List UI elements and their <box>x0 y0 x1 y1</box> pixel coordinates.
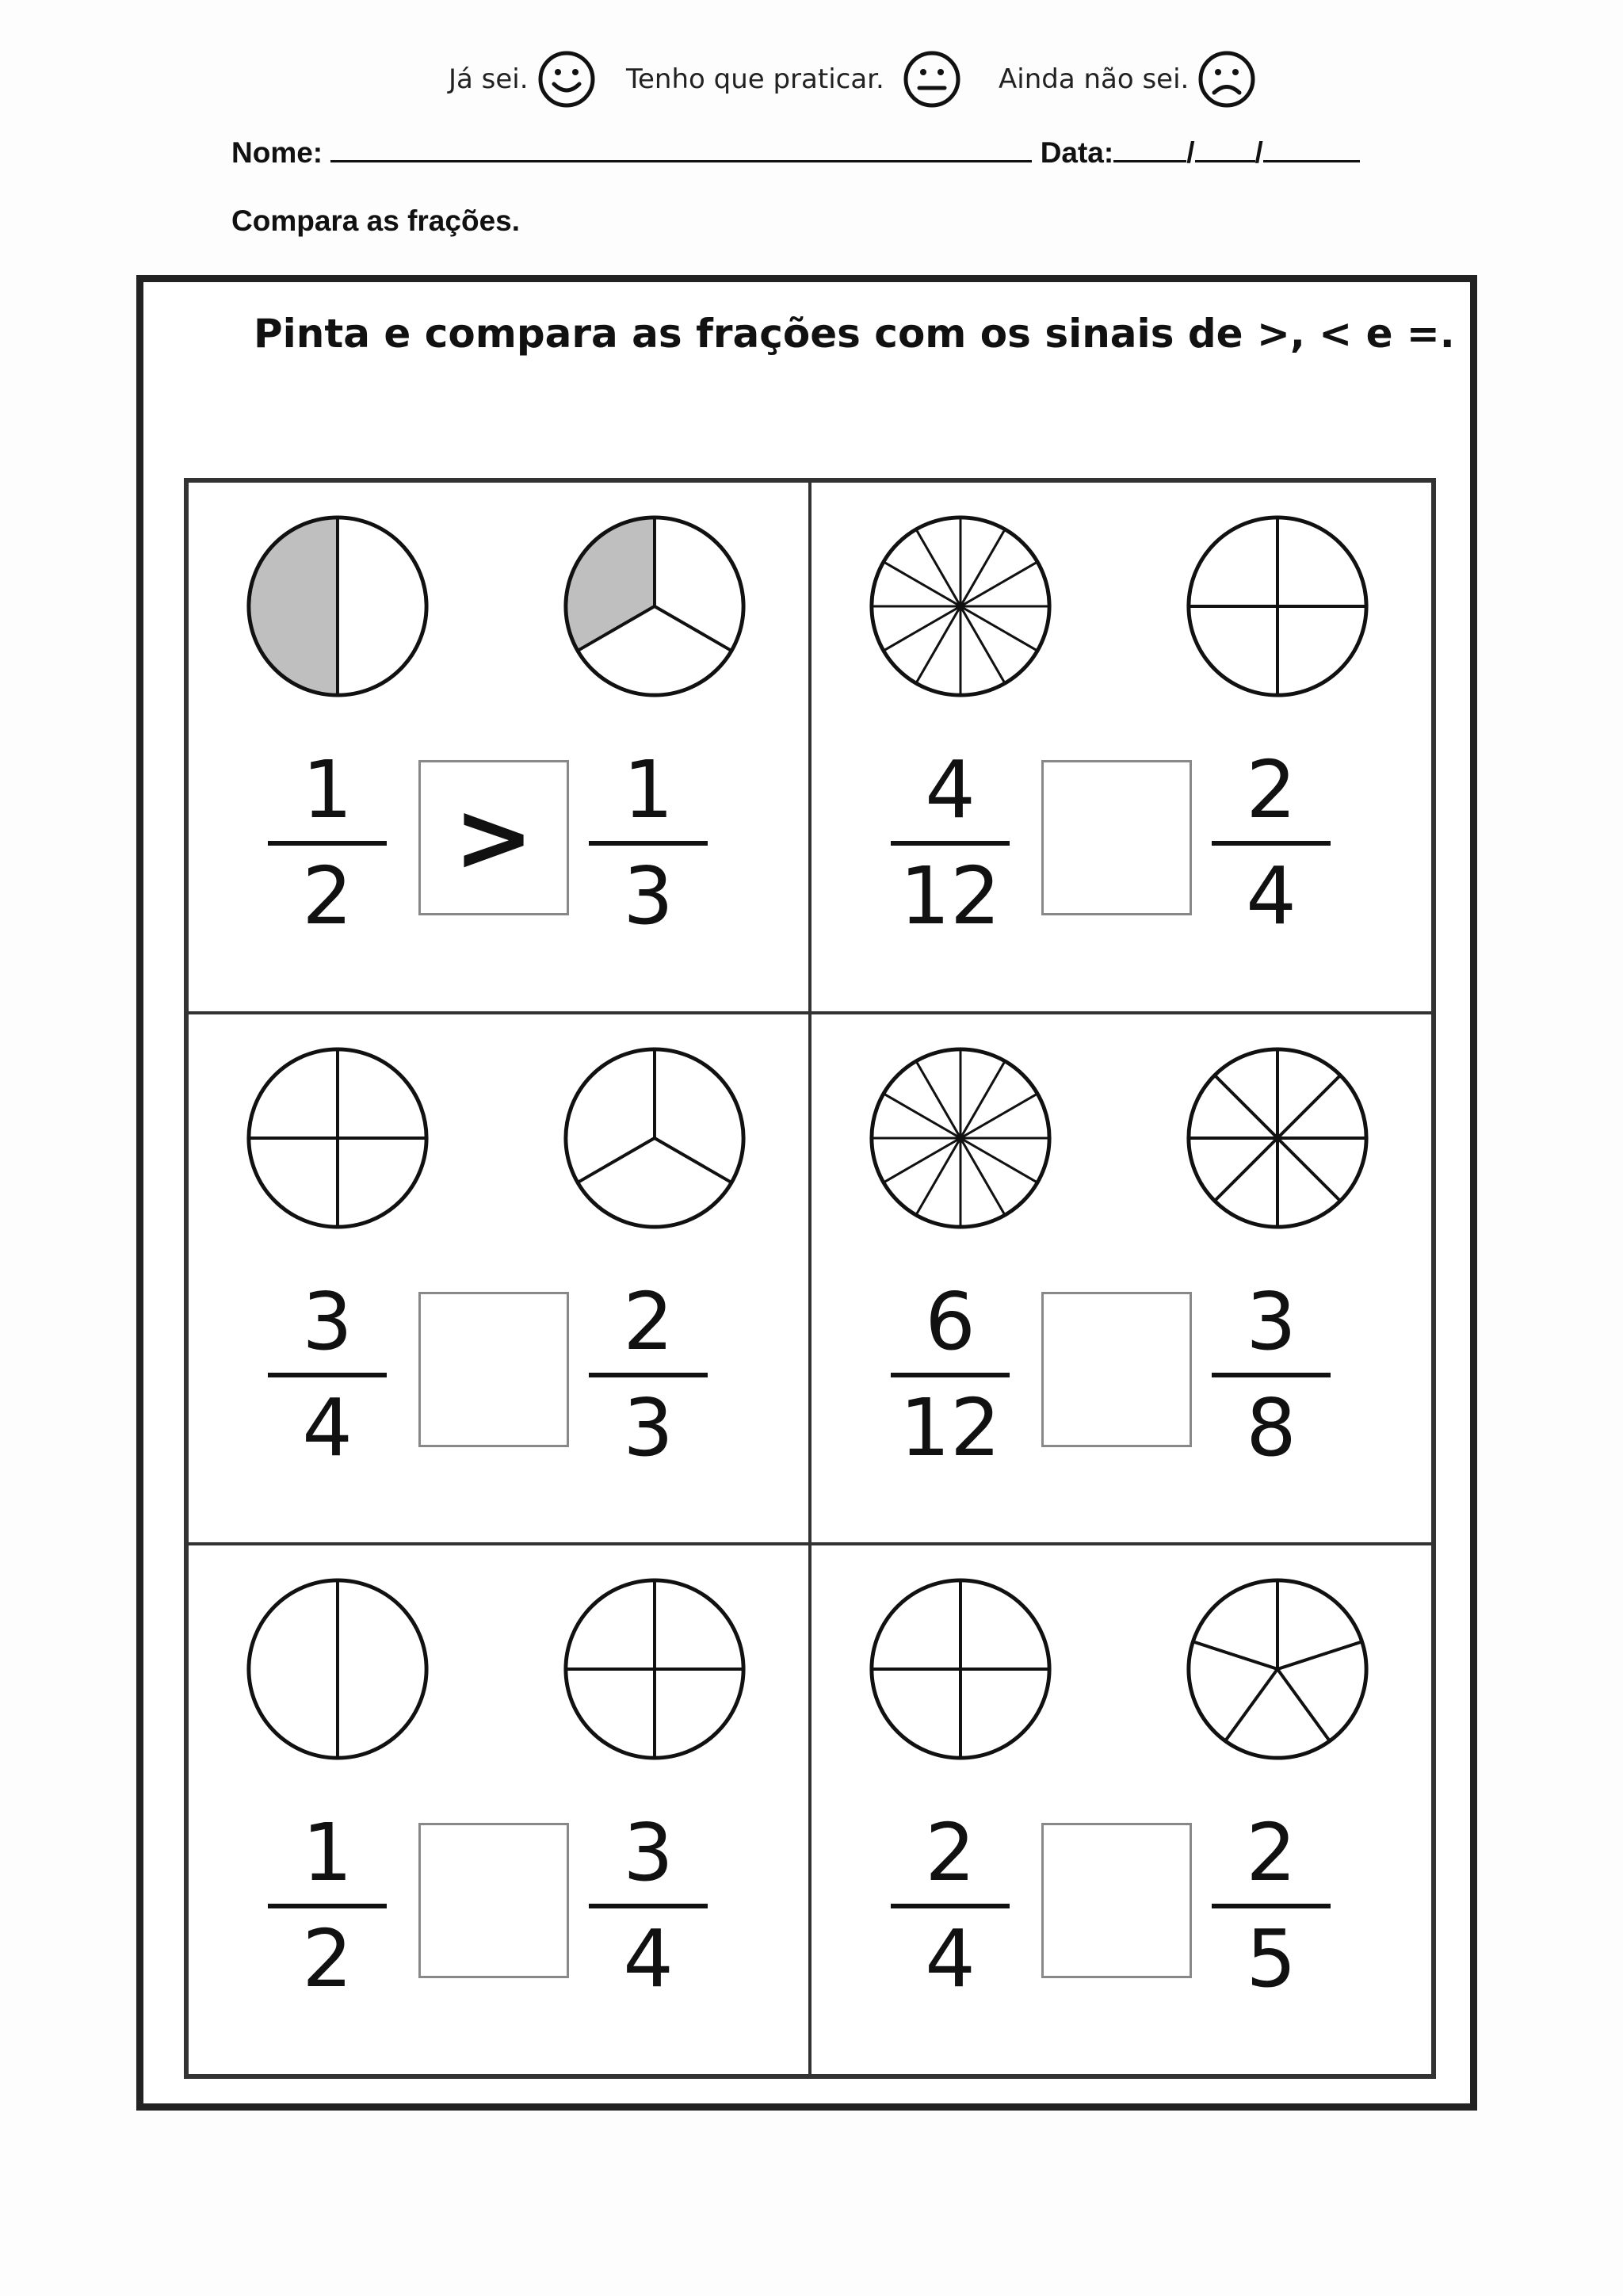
right-fraction <box>1212 1806 1331 2006</box>
left-fraction <box>891 1806 1010 2006</box>
right-fraction-circle[interactable] <box>1184 1576 1371 1763</box>
numerator: 1 <box>623 743 674 836</box>
name-field[interactable] <box>330 133 1032 162</box>
fraction-bar <box>589 1904 708 1908</box>
date-label: Data: <box>1040 136 1114 169</box>
exercise-cell <box>810 1013 1433 1545</box>
date-year-field[interactable] <box>1263 133 1360 162</box>
self-eval-label: Já sei. <box>449 63 529 95</box>
left-fraction <box>268 743 387 942</box>
denominator: 4 <box>623 1912 674 2006</box>
fraction-bar <box>1212 1373 1331 1377</box>
exercise-cell <box>810 481 1433 1013</box>
self-eval-label: Tenho que praticar. <box>626 63 884 95</box>
exercise-grid <box>184 478 1436 2079</box>
left-fraction-circle[interactable] <box>244 1576 431 1763</box>
left-fraction-circle[interactable] <box>244 513 431 700</box>
date-month-field[interactable] <box>1195 133 1255 162</box>
date-separator: / <box>1254 136 1263 169</box>
self-eval-dont-know <box>999 49 1257 109</box>
right-fraction <box>1212 1274 1331 1474</box>
denominator: 4 <box>302 1381 353 1474</box>
pie-sector[interactable] <box>338 1580 426 1758</box>
numerator: 2 <box>925 1806 976 1900</box>
numerator: 2 <box>1246 1806 1296 1900</box>
self-eval-know <box>449 49 597 109</box>
pie-sector[interactable] <box>338 518 426 695</box>
sad-icon <box>1197 49 1257 109</box>
denominator: 3 <box>623 850 674 942</box>
exercise-cell <box>187 481 810 1013</box>
right-fraction-circle[interactable] <box>561 1045 748 1232</box>
date-day-field[interactable] <box>1113 133 1186 162</box>
denominator: 2 <box>302 850 353 942</box>
right-fraction <box>589 743 708 942</box>
comparison-answer-box[interactable]: > <box>418 760 569 915</box>
numerator: 1 <box>302 743 353 836</box>
right-fraction <box>589 1274 708 1474</box>
right-fraction-circle[interactable] <box>1184 513 1371 700</box>
fraction-bar <box>268 1373 387 1377</box>
left-fraction <box>891 1274 1010 1474</box>
right-fraction-circle[interactable] <box>561 1576 748 1763</box>
left-fraction <box>891 743 1010 942</box>
exercise-cell <box>187 1013 810 1545</box>
fraction-bar <box>268 841 387 846</box>
left-fraction-circle[interactable] <box>867 1045 1054 1232</box>
task-title: Compara as frações. <box>231 204 521 237</box>
fraction-bar <box>891 1904 1010 1908</box>
denominator: 8 <box>1246 1381 1296 1474</box>
numerator: 3 <box>623 1806 674 1900</box>
left-fraction-circle[interactable] <box>867 1576 1054 1763</box>
pie-sector[interactable] <box>249 518 338 695</box>
fraction-bar <box>1212 1904 1331 1908</box>
fraction-bar <box>891 841 1010 846</box>
left-fraction-circle[interactable] <box>867 513 1054 700</box>
denominator: 5 <box>1246 1912 1296 2006</box>
comparison-answer-box[interactable] <box>1041 1292 1192 1447</box>
numerator: 6 <box>925 1274 976 1368</box>
name-date-line <box>231 133 1360 170</box>
numerator: 2 <box>1246 743 1296 836</box>
comparison-answer-box[interactable] <box>1041 760 1192 915</box>
denominator: 12 <box>899 850 1001 942</box>
denominator: 2 <box>302 1912 353 2006</box>
pie-sector[interactable] <box>249 1580 338 1758</box>
left-fraction <box>268 1274 387 1474</box>
numerator: 3 <box>302 1274 353 1368</box>
denominator: 4 <box>1246 850 1296 942</box>
self-eval-label: Ainda não sei. <box>999 63 1190 95</box>
comparison-answer-box[interactable] <box>418 1823 569 1978</box>
numerator: 2 <box>623 1274 674 1368</box>
right-fraction <box>589 1806 708 2006</box>
self-eval-practice <box>626 49 962 109</box>
fraction-bar <box>589 841 708 846</box>
left-fraction <box>268 1806 387 2006</box>
left-fraction-circle[interactable] <box>244 1045 431 1232</box>
fraction-bar <box>891 1373 1010 1377</box>
name-label: Nome: <box>231 136 323 169</box>
fraction-bar <box>1212 841 1331 846</box>
denominator: 4 <box>925 1912 976 2006</box>
neutral-icon <box>902 49 962 109</box>
comparison-answer-box[interactable] <box>1041 1823 1192 1978</box>
fraction-bar <box>589 1373 708 1377</box>
date-separator: / <box>1186 136 1195 169</box>
numerator: 3 <box>1246 1274 1296 1368</box>
denominator: 3 <box>623 1381 674 1474</box>
comparison-answer-box[interactable] <box>418 1292 569 1447</box>
right-fraction-circle[interactable] <box>561 513 748 700</box>
numerator: 4 <box>925 743 976 836</box>
right-fraction-circle[interactable] <box>1184 1045 1371 1232</box>
smile-icon <box>537 49 597 109</box>
exercise-cell <box>810 1544 1433 2076</box>
denominator: 12 <box>899 1381 1001 1474</box>
numerator: 1 <box>302 1806 353 1900</box>
exercise-cell <box>187 1544 810 2076</box>
instruction-text: Pinta e compara as frações com os sinais de >, < e =. <box>254 311 1455 357</box>
right-fraction <box>1212 743 1331 942</box>
fraction-bar <box>268 1904 387 1908</box>
